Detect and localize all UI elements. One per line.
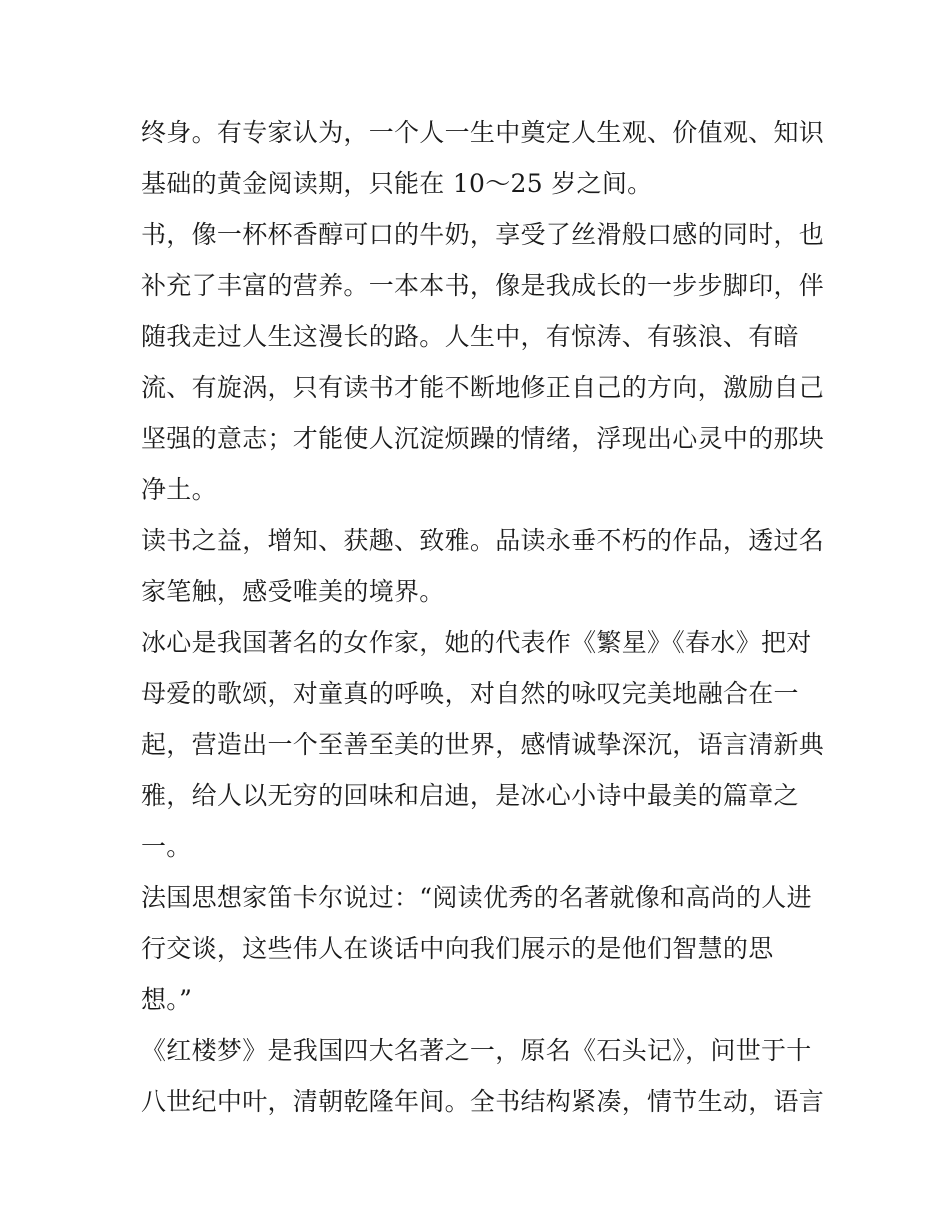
text-line: 家笔触，感受唯美的境界。: [141, 577, 445, 606]
text-line: 起，营造出一个至善至美的世界，感情诚挚深沉，语言清新典: [141, 730, 825, 759]
text-line: 母爱的歌颂，对童真的呼唤，对自然的咏叹完美地融合在一: [141, 679, 799, 708]
text-line: 行交谈，这些伟人在谈话中向我们展示的是他们智慧的思: [141, 934, 774, 963]
text-line: 一。: [141, 832, 192, 861]
text-line: 雅，给人以无穷的回味和启迪，是冰心小诗中最美的篇章之: [141, 781, 799, 810]
text-line: 净土。: [141, 475, 217, 504]
text-line: 书，像一杯杯香醇可口的牛奶，享受了丝滑般口感的同时，也: [141, 220, 825, 249]
text-line: 读书之益，增知、获趣、致雅。品读永垂不朽的作品，透过名: [141, 526, 825, 555]
text-line: 补充了丰富的营养。一本本书，像是我成长的一步步脚印，伴: [141, 271, 825, 300]
text-line: 坚强的意志；才能使人沉淀烦躁的情绪，浮现出心灵中的那块: [141, 424, 825, 453]
text-line: 《红楼梦》是我国四大名著之一，原名《石头记》，问世于十: [141, 1036, 812, 1065]
text-line: 冰心是我国著名的女作家，她的代表作《繁星》《春水》把对: [141, 628, 812, 657]
text-line: 终身。有专家认为，一个人一生中奠定人生观、价值观、知识: [141, 118, 825, 147]
text-line: 基础的黄金阅读期，只能在 10～25 岁之间。: [141, 169, 653, 198]
text-line: 法国思想家笛卡尔说过：“阅读优秀的名著就像和高尚的人进: [141, 883, 812, 912]
text-line: 流、有旋涡，只有读书才能不断地修正自己的方向，激励自己: [141, 373, 825, 402]
text-line: 八世纪中叶，清朝乾隆年间。全书结构紧凑，情节生动，语言: [141, 1087, 825, 1116]
text-line: 随我走过人生这漫长的路。人生中，有惊涛、有骇浪、有暗: [141, 322, 799, 351]
text-line: 想。”: [141, 985, 193, 1014]
body-text: [141, 107, 825, 1127]
